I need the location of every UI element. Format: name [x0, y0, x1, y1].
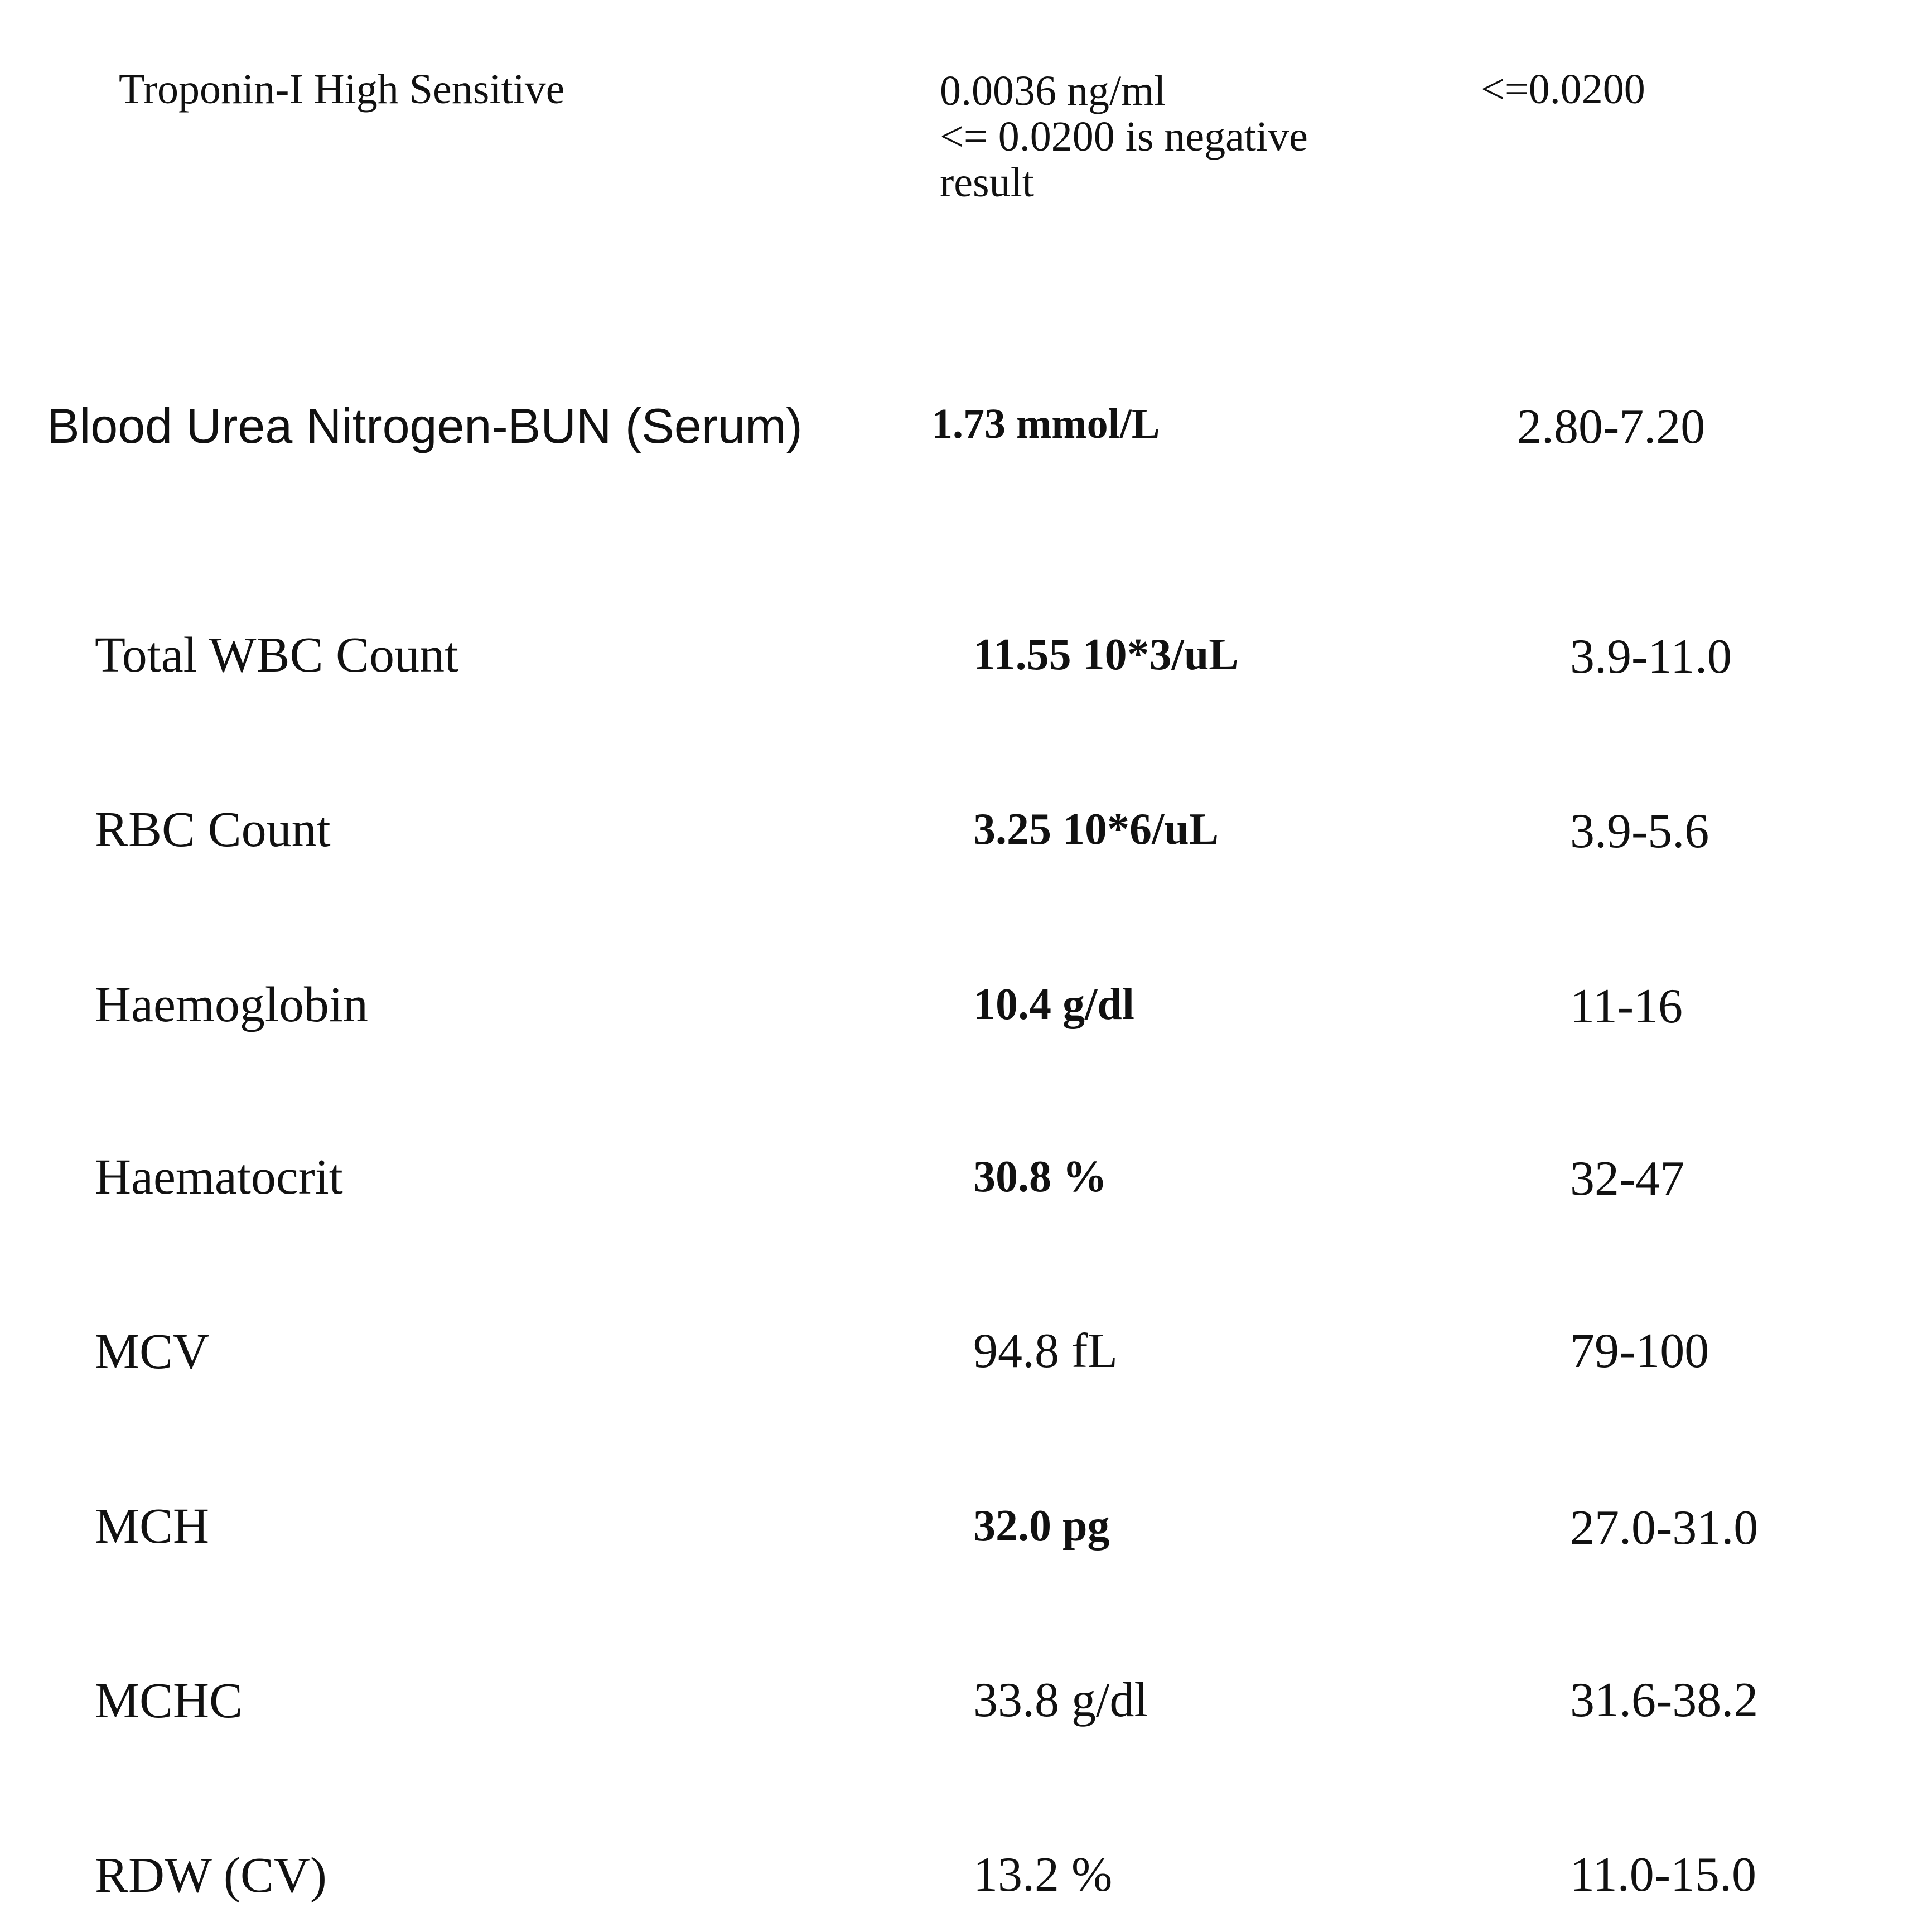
bun-test-name: Blood Urea Nitrogen-BUN (Serum): [47, 398, 803, 453]
haemoglobin-result: 10.4 g/dl: [973, 980, 1134, 1029]
wbc-reference-range: 3.9-11.0: [1570, 630, 1732, 684]
haemoglobin-test-name: Haemoglobin: [95, 977, 368, 1032]
mch-reference-range: 27.0-31.0: [1570, 1501, 1759, 1555]
wbc-result: 11.55 10*3/uL: [973, 630, 1239, 679]
mch-result: 32.0 pg: [973, 1501, 1110, 1551]
mchc-result: 33.8 g/dl: [973, 1673, 1148, 1727]
troponin-result-line: result: [940, 159, 1034, 206]
rdw-test-name: RDW (CV): [95, 1848, 327, 1903]
haematocrit-reference-range: 32-47: [1570, 1152, 1685, 1206]
bun-result: 1.73 mmol/L: [931, 400, 1160, 447]
mcv-result: 94.8 fL: [973, 1324, 1118, 1378]
mchc-reference-range: 31.6-38.2: [1570, 1673, 1759, 1727]
haematocrit-test-name: Haematocrit: [95, 1149, 343, 1205]
mch-test-name: MCH: [95, 1499, 210, 1554]
haemoglobin-reference-range: 11-16: [1570, 979, 1683, 1033]
rbc-result: 3.25 10*6/uL: [973, 805, 1219, 854]
rbc-reference-range: 3.9-5.6: [1570, 804, 1709, 858]
wbc-test-name: Total WBC Count: [95, 627, 459, 683]
bun-reference-range: 2.80-7.20: [1517, 400, 1706, 454]
troponin-test-name: Troponin-I High Sensitive: [119, 66, 565, 113]
rdw-result: 13.2 %: [973, 1848, 1113, 1902]
troponin-result: [940, 68, 1308, 205]
haematocrit-result: 30.8 %: [973, 1152, 1107, 1201]
mcv-test-name: MCV: [95, 1324, 210, 1379]
troponin-result-line: <= 0.0200 is negative: [940, 113, 1308, 160]
rbc-test-name: RBC Count: [95, 802, 331, 857]
troponin-reference-range: <=0.0200: [1481, 66, 1645, 113]
mcv-reference-range: 79-100: [1570, 1324, 1709, 1378]
troponin-result-line: 0.0036 ng/ml: [940, 67, 1166, 114]
mchc-test-name: MCHC: [95, 1673, 243, 1728]
rdw-reference-range: 11.0-15.0: [1570, 1848, 1757, 1902]
